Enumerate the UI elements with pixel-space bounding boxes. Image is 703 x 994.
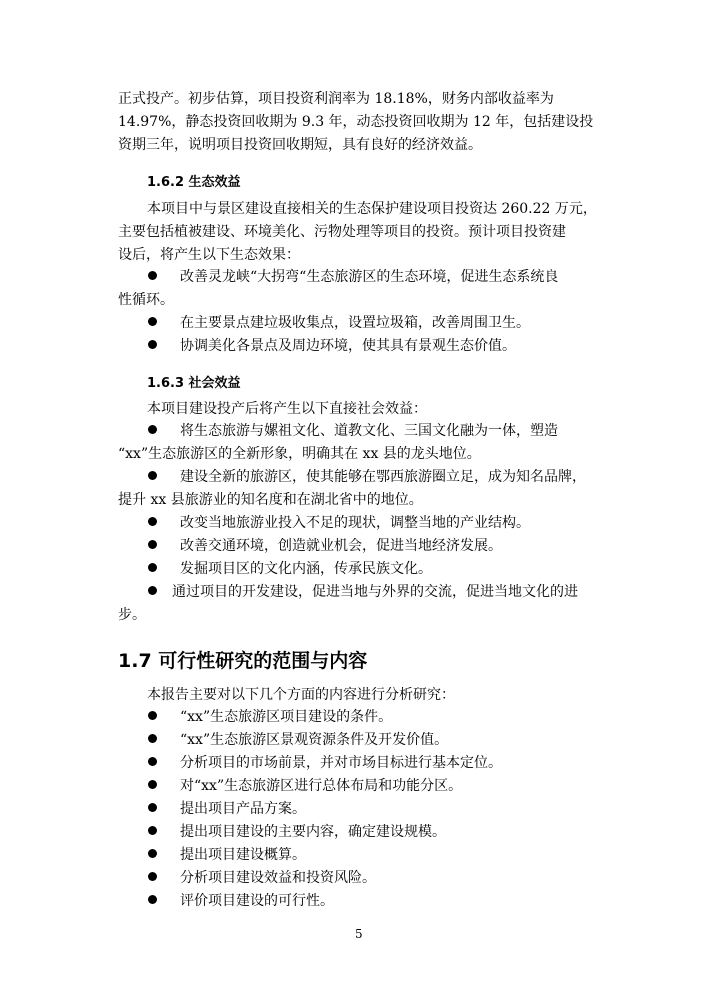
bullet-icon	[148, 803, 157, 812]
list-item-text: 改善灵龙峡“大拐弯“生态旅游区的生态环境，促进生态系统良	[180, 269, 559, 285]
list-item-text: 建设全新的旅游区，使其能够在鄂西旅游圈立足，成为知名品牌，	[180, 469, 586, 485]
body-text-line: 资期三年，说明项目投资回收期短，具有良好的经济效益。	[118, 137, 482, 153]
list-item-text: “xx”生态旅游区景观资源条件及开发价值。	[180, 732, 449, 748]
list-item-text: 评价项目建设的可行性。	[180, 893, 334, 909]
body-text-line: 正式投产。初步估算，项目投资利润率为 18.18%，财务内部收益率为	[118, 91, 554, 107]
bullet-icon	[148, 540, 157, 549]
list-item-text: “xx”生态旅游区项目建设的条件。	[180, 709, 393, 725]
bullet-icon	[148, 780, 157, 789]
bullet-icon	[148, 340, 157, 349]
list-item-text: 改善交通环境，创造就业机会，促进当地经济发展。	[180, 538, 502, 554]
bullet-icon	[148, 711, 157, 720]
list-item-text: 提出项目建设概算。	[180, 847, 306, 863]
bullet-icon	[148, 586, 157, 595]
body-text-line: 设后，将产生以下生态效果：	[118, 247, 300, 263]
list-item-text: 对“xx”生态旅游区进行总体布局和功能分区。	[180, 778, 463, 794]
list-item-text: 性循环。	[118, 292, 174, 308]
body-text-line: 本项目建设投产后将产生以下直接社会效益：	[147, 401, 427, 417]
section-heading-ecology: 1.6.2 生态效益	[147, 175, 241, 190]
list-item-text: 分析项目建设效益和投资风险。	[180, 870, 376, 886]
bullet-icon	[148, 425, 157, 434]
list-item-text: 提升 xx 县旅游业的知名度和在湖北省中的地位。	[118, 492, 423, 508]
list-item-text: 在主要景点建垃圾收集点，设置垃圾箱，改善周围卫生。	[180, 315, 530, 331]
list-item-text: 通过项目的开发建设，促进当地与外界的交流，促进当地文化的进	[172, 584, 578, 600]
body-text-line: 本报告主要对以下几个方面的内容进行分析研究：	[147, 687, 455, 703]
bullet-icon	[148, 563, 157, 572]
body-text-line: 主要包括植被建设、环境美化、污物处理等项目的投资。预计项目投资建	[118, 224, 566, 240]
page-number: 5	[355, 927, 363, 941]
bullet-icon	[148, 317, 157, 326]
body-text-line: 14.97%，静态投资回收期为 9.3 年，动态投资回收期为 12 年，包括建设投	[118, 114, 594, 130]
list-item-text: 提出项目建设的主要内容，确定建设规模。	[180, 824, 446, 840]
chapter-heading-scope: 1.7 可行性研究的范围与内容	[118, 650, 368, 672]
bullet-icon	[148, 826, 157, 835]
list-item-text: 改变当地旅游业投入不足的现状，调整当地的产业结构。	[180, 515, 530, 531]
body-text-line: 本项目中与景区建设直接相关的生态保护建设项目投资达 260.22 万元，	[147, 201, 597, 217]
bullet-icon	[148, 849, 157, 858]
bullet-icon	[148, 271, 157, 280]
list-item-text: 发掘项目区的文化内涵，传承民族文化。	[180, 561, 432, 577]
bullet-icon	[148, 872, 157, 881]
list-item-text: 将生态旅游与嫘祖文化、道教文化、三国文化融为一体，塑造	[180, 423, 558, 439]
list-item-text: 步。	[118, 607, 146, 623]
bullet-icon	[148, 895, 157, 904]
bullet-icon	[148, 471, 157, 480]
list-item-text: 协调美化各景点及周边环境，使其具有景观生态价值。	[180, 338, 516, 354]
section-heading-social: 1.6.3 社会效益	[147, 376, 241, 391]
bullet-icon	[148, 757, 157, 766]
list-item-text: 提出项目产品方案。	[180, 801, 306, 817]
bullet-icon	[148, 734, 157, 743]
list-item-text: “xx”生态旅游区的全新形象，明确其在 xx 县的龙头地位。	[118, 446, 481, 462]
list-item-text: 分析项目的市场前景，并对市场目标进行基本定位。	[180, 755, 502, 771]
bullet-icon	[148, 517, 157, 526]
